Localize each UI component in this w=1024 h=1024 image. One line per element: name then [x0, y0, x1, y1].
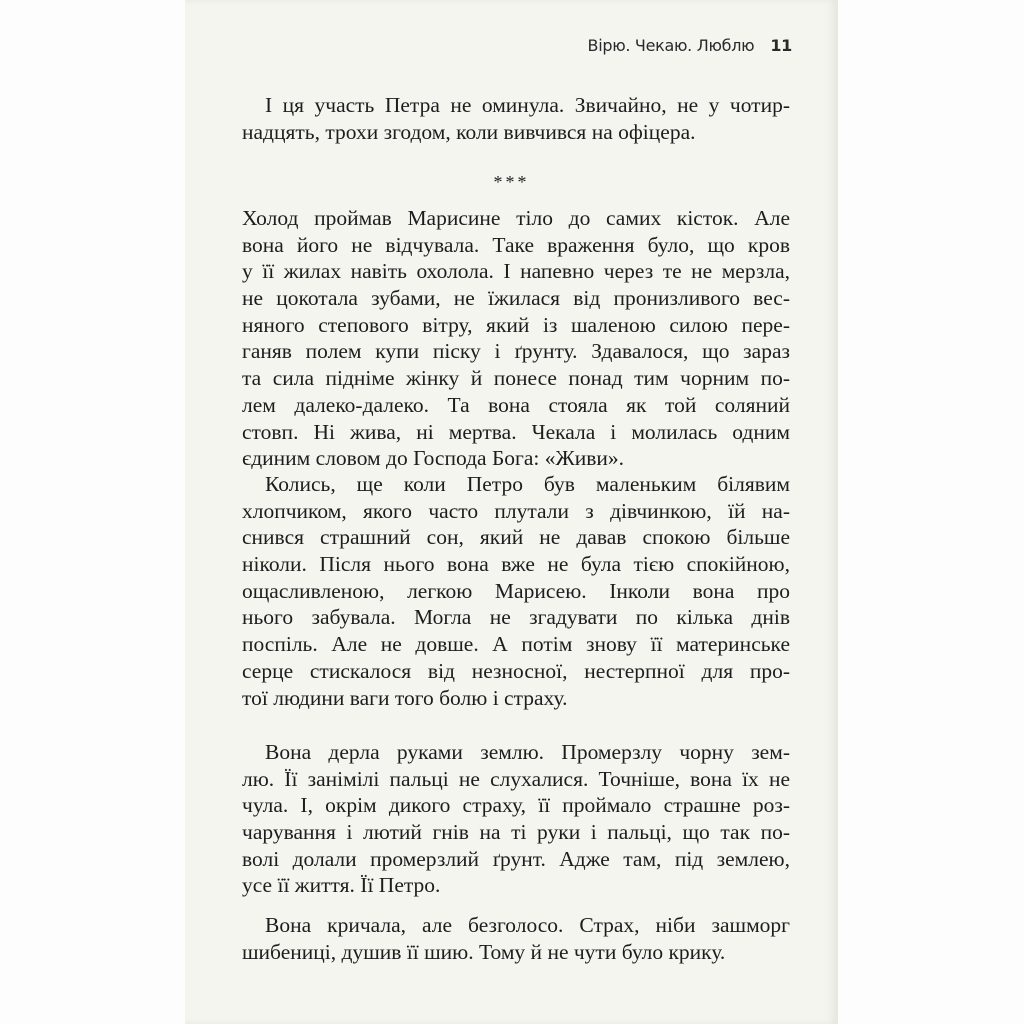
text-line: Вона кричала, але безголосо. Страх, ніби зашморг: [265, 913, 790, 937]
text-line: надцять, трохи згодом, коли вивчився на офіцера.: [242, 119, 696, 144]
text-line: поспіль. Але не довше. А потім знову її материнське: [242, 632, 790, 657]
text-line: вона його не відчувала. Таке враження було, що кров: [242, 232, 790, 257]
text-line: волі долали промерзлий ґрунт. Адже там, під землею,: [242, 846, 790, 871]
page-number: 11: [770, 36, 792, 55]
paragraph: [242, 92, 790, 145]
text-line: хлопчиком, якого часто плутали з дівчинкою, їй на-: [242, 498, 790, 523]
text-line: І ця участь Петра не оминула. Звичайно, не у чотир-: [265, 93, 790, 117]
text-line: снився страшний сон, який не давав спокою більше: [242, 525, 790, 550]
book-page: [185, 0, 838, 1024]
header-title: Вірю. Чекаю. Люблю: [587, 36, 755, 55]
text-line: ощасливленою, легкою Марисею. Інколи вона про: [242, 578, 790, 603]
text-line: Холод проймав Марисине тіло до самих кісток. Але: [242, 206, 790, 230]
text-line: єдиним словом до Господа Бога: «Живи».: [242, 446, 625, 471]
paragraph: [242, 205, 790, 472]
text-line: няного степового вітру, який із шаленою силою пере-: [242, 312, 790, 337]
text-line: Вона дерла руками землю. Промерзлу чорну зем-: [265, 740, 790, 764]
text-line: та сила підніме жінку й понесе понад тим чорним по-: [242, 366, 790, 391]
paragraph: [242, 471, 790, 711]
text-line: не цокотала зубами, не їжилася від пронизливого вес-: [242, 286, 790, 311]
text-line: усе її життя. Її Петро.: [242, 873, 441, 898]
text-line: у її жилах навіть охолола. І напевно через те не мерзла,: [242, 259, 790, 284]
paragraph: [242, 912, 790, 965]
text-line: нього забувала. Могла не згадувати по кілька днів: [242, 605, 790, 630]
paragraph: [242, 739, 790, 899]
text-line: ніколи. Після нього вона вже не була тією спокійною,: [242, 552, 790, 577]
text-line: тої людини ваги того болю і страху.: [242, 685, 568, 710]
text-line: ганяв полем купи піску і ґрунту. Здавалося, що зараз: [242, 339, 790, 364]
text-line: стовп. Ні жива, ні мертва. Чекала і молилась одним: [242, 419, 790, 444]
text-line: лем далеко-далеко. Та вона стояла як той соляний: [242, 392, 790, 417]
text-line: лю. Її занімілі пальці не слухалися. Точніше, вона їх не: [242, 766, 790, 791]
text-line: серце стискалося від незносної, нестерпної для про-: [242, 658, 790, 683]
text-line: Колись, ще коли Петро був маленьким білявим: [265, 472, 790, 496]
running-header: [588, 36, 792, 55]
text-line: шибениці, душив її шию. Тому й не чути було крику.: [242, 939, 726, 964]
text-line: чула. І, окрім дикого страху, її проймало страшне роз-: [242, 793, 790, 818]
text-line: чарування і лютий гнів на ті руки і пальці, що так по-: [242, 820, 790, 845]
section-separator: ***: [493, 172, 530, 192]
